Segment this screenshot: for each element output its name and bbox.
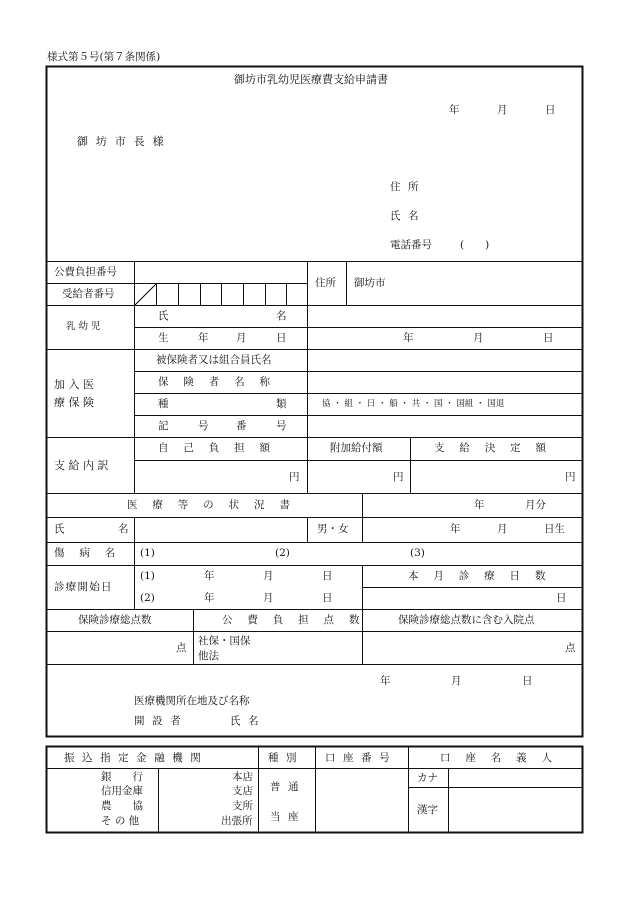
bank-option-4: そ の 他 xyxy=(101,815,140,827)
form-title: 御坊市乳幼児医療費支給申請書 xyxy=(234,73,388,86)
applicant-phone-paren: ( ) xyxy=(460,239,490,251)
disease-1: (1) xyxy=(140,547,155,559)
branch-option-2: 支店 xyxy=(232,785,253,797)
start-date-2-year: 年 xyxy=(204,592,215,604)
sign-date-month: 月 xyxy=(451,675,462,687)
branch-option-4: 出張所 xyxy=(221,815,253,827)
self-pay-yen: 円 xyxy=(289,471,300,483)
addressee: 御 坊 市 長 様 xyxy=(77,135,166,148)
infant-label: 乳 幼 児 xyxy=(66,321,101,332)
applicant-phone-label: 電話番号 xyxy=(390,239,432,251)
branch-option-3: 支所 xyxy=(232,800,253,812)
disease-2: (2) xyxy=(275,547,290,559)
days-this-month-label: 本 月 診 療 日 数 xyxy=(408,570,552,582)
start-date-1-year: 年 xyxy=(204,570,215,582)
bank-option-2: 信用金庫 xyxy=(101,785,143,797)
start-date-label: 診療開始日 xyxy=(54,581,113,593)
birth-value-month: 月 xyxy=(473,332,484,344)
applicant-address-label: 住 所 xyxy=(390,181,421,193)
start-date-1-day: 日 xyxy=(322,570,333,582)
symbol-label-c: 番 xyxy=(236,420,247,432)
start-date-1-month: 月 xyxy=(263,570,274,582)
bank-header: 振 込 指 定 金 融 機 関 xyxy=(64,752,203,764)
branch-option-1: 本店 xyxy=(232,771,253,783)
kind-options: 協 ・ 組 ・ 日 ・ 船 ・ 共 ・ 国 ・ 国組 ・ 国退 xyxy=(322,399,505,409)
month-part-month: 月分 xyxy=(525,499,546,511)
bank-option-1: 銀 行 xyxy=(101,771,143,783)
payment-label: 支 給 内 訳 xyxy=(54,459,109,472)
insurer-label: 保 険 者 名 称 xyxy=(158,376,276,388)
decided-pay-yen: 円 xyxy=(565,471,576,483)
total-points-unit: 点 xyxy=(176,642,187,654)
symbol-label-a: 記 xyxy=(158,420,169,432)
start-date-2: (2) xyxy=(140,592,155,604)
start-date-1: (1) xyxy=(140,570,155,582)
kind-label-a: 種 xyxy=(158,398,169,410)
start-date-2-month: 月 xyxy=(263,592,274,604)
form-style-label: 様式第５号(第７条関係) xyxy=(47,51,161,63)
extra-pay-yen: 円 xyxy=(393,471,404,483)
self-pay-label: 自 己 負 担 額 xyxy=(158,442,276,454)
birth-label-d: 日 xyxy=(276,332,287,344)
holder-kana-label: カナ xyxy=(417,772,438,784)
account-type-current: 当 座 xyxy=(270,811,301,823)
insured-name-label: 被保険者又は組合員氏名 xyxy=(156,354,272,366)
disease-label: 傷 病 名 xyxy=(54,547,122,559)
disease-3: (3) xyxy=(410,547,425,559)
birth-label-a: 生 xyxy=(158,332,169,344)
extra-pay-label: 附加給付額 xyxy=(330,442,383,454)
insurance-label-line2: 療 保 険 xyxy=(54,396,94,409)
other-law-label: 他法 xyxy=(198,650,219,662)
kind-label-b: 類 xyxy=(276,398,287,410)
account-no-header: 口 座 番 号 xyxy=(325,752,392,764)
bank-type-header: 種 別 xyxy=(268,752,299,764)
public-burden-no-label: 公費負担番号 xyxy=(54,266,117,278)
founder-name-label: 氏 名 xyxy=(230,715,261,727)
account-type-ordinary: 普 通 xyxy=(270,781,301,793)
founder-label: 開 設 者 xyxy=(134,715,183,727)
applicant-name-label: 氏 名 xyxy=(390,210,421,222)
recipient-no-label: 受給者番号 xyxy=(62,288,115,300)
bank-option-3: 農 協 xyxy=(101,800,143,812)
birth-value-day: 日 xyxy=(543,332,554,344)
name-label-b: 名 xyxy=(276,310,287,322)
birth-value-year: 年 xyxy=(403,332,414,344)
shaho-label: 社保・国保 xyxy=(198,635,251,647)
decided-pay-label: 支 給 決 定 額 xyxy=(434,442,552,454)
patient-birth-month: 月 xyxy=(497,523,508,535)
name-label-a: 氏 xyxy=(158,310,169,322)
symbol-label-b: 号 xyxy=(198,420,209,432)
account-holder-header: 口 座 名 義 人 xyxy=(440,752,558,764)
public-points-label: 公 費 負 担 点 数 xyxy=(222,614,366,626)
sign-date-year: 年 xyxy=(380,675,391,687)
birth-label-c: 月 xyxy=(236,332,247,344)
insurance-label-line1: 加 入 医 xyxy=(54,378,94,391)
inpatient-points-label: 保険診療総点数に含む入院点 xyxy=(398,614,535,626)
month-part-year: 年 xyxy=(474,499,485,511)
city-name: 御坊市 xyxy=(354,277,386,289)
date-day-label: 日 xyxy=(545,104,556,116)
date-month-label: 月 xyxy=(497,104,508,116)
patient-birth-day: 日生 xyxy=(544,523,565,535)
address-label: 住所 xyxy=(315,277,336,289)
facility-label: 医療機関所在地及び名称 xyxy=(134,695,250,707)
sign-date-day: 日 xyxy=(522,675,533,687)
patient-birth-year: 年 xyxy=(450,523,461,535)
start-date-2-day: 日 xyxy=(322,592,333,604)
total-points-label: 保険診療総点数 xyxy=(78,614,152,626)
patient-name-label-a: 氏 xyxy=(54,523,65,535)
holder-kanji-label: 漢字 xyxy=(417,804,438,816)
gender-label: 男・女 xyxy=(317,523,349,535)
symbol-label-d: 号 xyxy=(276,420,287,432)
medical-heading: 医 療 等 の 状 況 書 xyxy=(127,499,296,511)
date-year-label: 年 xyxy=(449,104,460,116)
days-unit: 日 xyxy=(556,592,567,604)
inpatient-points-unit: 点 xyxy=(565,642,576,654)
birth-label-b: 年 xyxy=(198,332,209,344)
patient-name-label-b: 名 xyxy=(118,523,129,535)
